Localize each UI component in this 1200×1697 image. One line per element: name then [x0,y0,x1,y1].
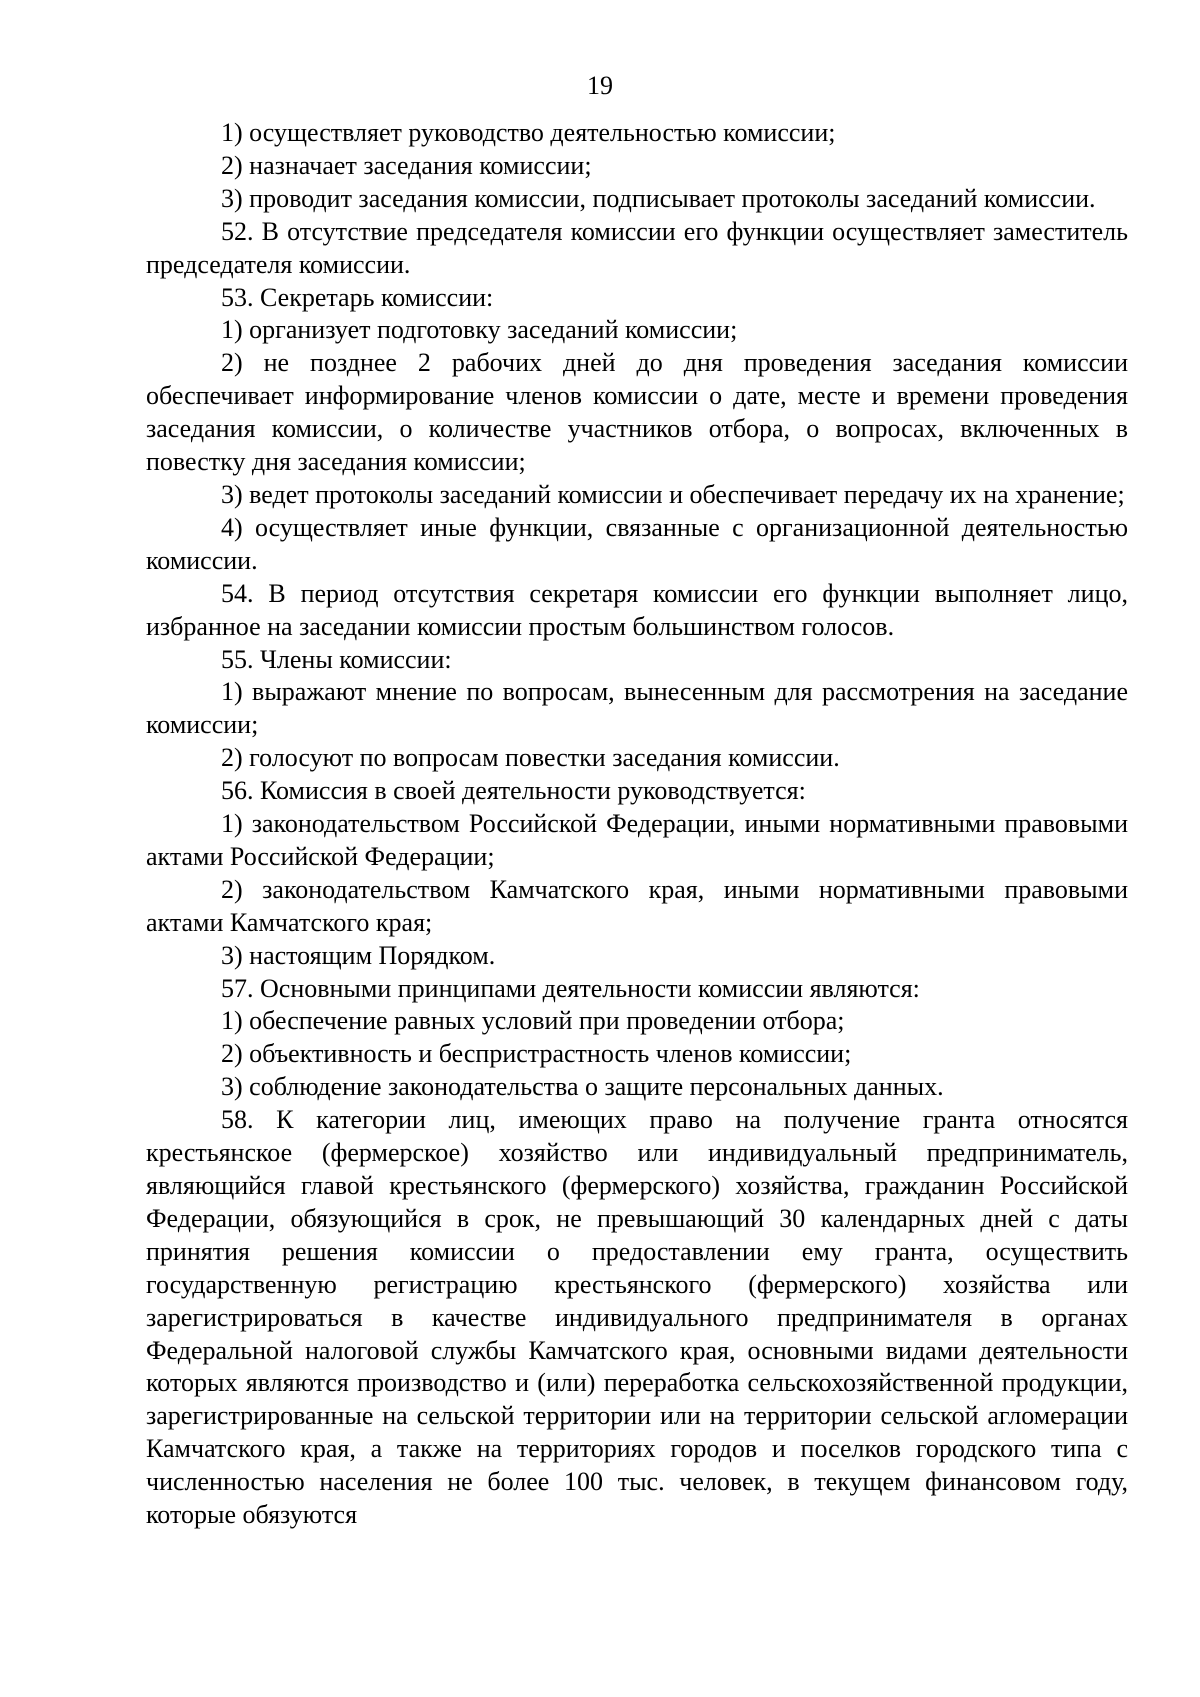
paragraph-51-item-3: 3) проводит заседания комиссии, подписывает протоколы заседаний комиссии. [221,183,1096,213]
paragraph-56-item-2: 2) законодательством Камчатского края, иными нормативными правовыми актами Камчатского края; [146,874,1128,937]
paragraph-52: 52. В отсутствие председателя комиссии его функции осуществляет заместитель председателя комиссии. [146,216,1128,279]
paragraph-57-item-1: 1) обеспечение равных условий при проведении отбора; [221,1006,845,1036]
paragraph-53-item-3: 3) ведет протоколы заседаний комиссии и обеспечивает передачу их на хранение; [221,479,1125,509]
paragraph-55-item-1: 1) выражают мнение по вопросам, вынесенным для рассмотрения на заседание комиссии; [146,677,1128,740]
paragraph-54: 54. В период отсутствия секретаря комиссии его функции выполняет лицо, избранное на заседании комиссии простым большинством голосов. [146,578,1128,641]
paragraph-56: 56. Комиссия в своей деятельности руководствуется: [221,776,806,806]
paragraph-53: 53. Секретарь комиссии: [221,282,494,312]
paragraph-53-item-4: 4) осуществляет иные функции, связанные с организационной деятельностью комиссии. [146,512,1128,575]
paragraph-55-item-2: 2) голосуют по вопросам повестки заседания комиссии. [221,743,840,773]
paragraph-51-item-2: 2) назначает заседания комиссии; [221,150,592,180]
paragraph-56-item-3: 3) настоящим Порядком. [221,940,496,970]
document-body [146,117,1128,1532]
paragraph-58: 58. К категории лиц, имеющих право на получение гранта относятся крестьянское (фермерское) хозяйство или индивидуальный предприниматель, являющийся главой крестьянского (фермерского) хозяйства, гражданин Российской Федерации, обязующийся в срок, не превышающий 30 календарных дней с даты принятия решения комиссии о предоставлении ему гранта, осуществить государственную регистрацию крестьянского (фермерского) хозяйства или зарегистрироваться в качестве индивидуального предпринимателя в органах Федеральной налоговой службы Камчатского края, основными видами деятельности которых являются производство и (или) переработка сельскохозяйственной продукции, зарегистрированные на сельской территории или на территории сельской агломерации Камчатского края, а также на территориях городов и поселков городского типа с численностью населения не более 100 тыс. человек, в текущем финансовом году, которые обязуются [146,1105,1128,1530]
paragraph-57-item-2: 2) объективность и беспристрастность членов комиссии; [221,1039,852,1069]
paragraph-53-item-1: 1) организует подготовку заседаний комиссии; [221,315,738,345]
page-number: 19 [587,71,613,100]
paragraph-57: 57. Основными принципами деятельности комиссии являются: [221,973,920,1003]
paragraph-56-item-1: 1) законодательством Российской Федерации, иными нормативными правовыми актами Российской Федерации; [146,809,1128,871]
paragraph-51-item-1: 1) осуществляет руководство деятельностью комиссии; [221,118,836,147]
paragraph-57-item-3: 3) соблюдение законодательства о защите персональных данных. [221,1072,944,1102]
paragraph-53-item-2: 2) не позднее 2 рабочих дней до дня проведения заседания комиссии обеспечивает информирование членов комиссии о дате, месте и времени проведения заседания комиссии, о количестве участников отбора, о вопросах, включенных в повестку дня заседания комиссии; [146,348,1128,477]
paragraph-55: 55. Члены комиссии: [221,644,452,674]
